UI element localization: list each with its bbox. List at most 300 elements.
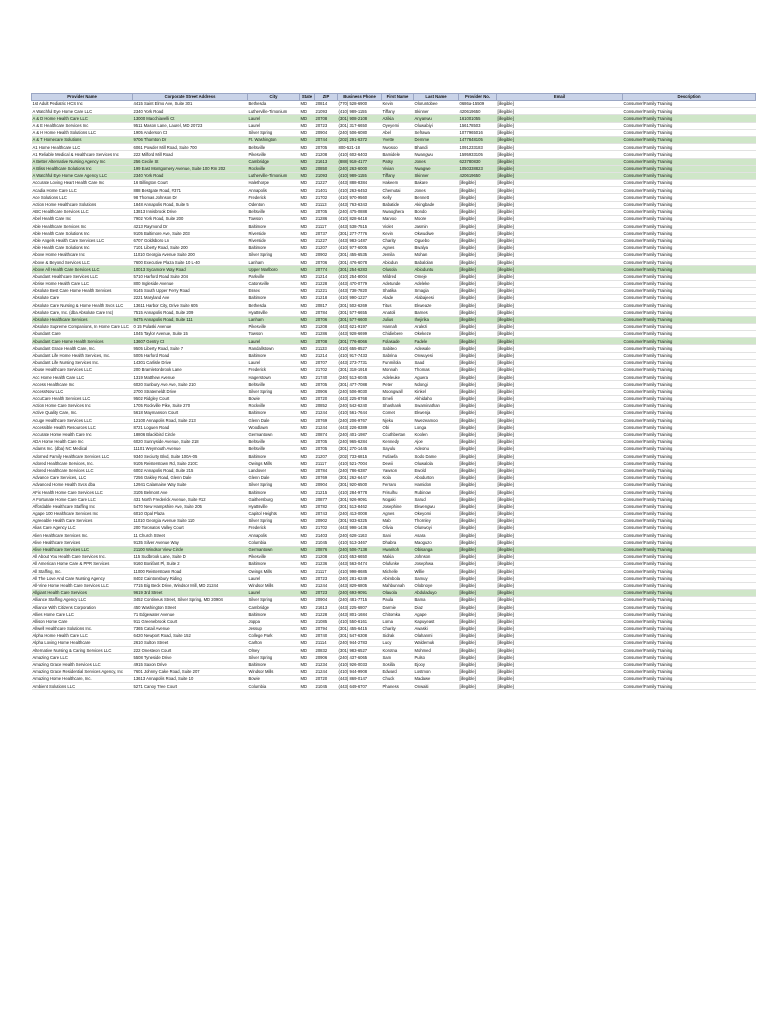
cell-provider-name: Ace Solutions LLC <box>32 194 133 201</box>
cell-description: Consumer/Family Training <box>623 604 756 611</box>
cell-phone: 800-521-18 <box>338 144 382 151</box>
cell-city: Baltimore <box>248 611 300 618</box>
cell-last-name: Okeyomi <box>414 510 459 517</box>
cell-state: MD <box>300 424 315 431</box>
cell-address: 5618 Maymanson Court <box>133 410 248 417</box>
cell-last-name: Josephwa <box>414 561 459 568</box>
cell-description: Consumer/Family Training <box>623 158 756 165</box>
cell-city: Frederick <box>248 525 300 532</box>
cell-provider-no: [illegible] <box>459 216 497 223</box>
cell-state: MD <box>300 683 315 690</box>
cell-last-name: Akhidaho <box>414 395 459 402</box>
cell-provider-name: Agape 100 Healthcare Services Inc <box>32 510 133 517</box>
cell-city: Frederick <box>248 194 300 201</box>
cell-state: MD <box>300 431 315 438</box>
cell-phone: (301) 776-8066 <box>338 338 382 345</box>
cell-address: 1905 Anderson Ct <box>133 129 248 136</box>
cell-email: [illegible] <box>497 582 623 589</box>
table-row <box>32 438 756 445</box>
cell-phone: (240) 506-9030 <box>338 388 382 395</box>
cell-first-name: Chitomka <box>382 611 414 618</box>
cell-zip: 21208 <box>315 553 338 560</box>
cell-address: 11010 Georgia Avenue Suite 200 <box>133 251 248 258</box>
table-row <box>32 395 756 402</box>
cell-first-name: Violet <box>382 223 414 230</box>
cell-phone: (410) 998-8685 <box>338 568 382 575</box>
cell-state: MD <box>300 446 315 453</box>
cell-provider-no: [illegible] <box>459 431 497 438</box>
cell-email: [illegible] <box>497 359 623 366</box>
cell-state: MD <box>300 474 315 481</box>
cell-phone: (301) 920-6500 <box>338 481 382 488</box>
cell-email: [illegible] <box>497 122 623 129</box>
cell-state: MD <box>300 582 315 589</box>
col-first-name: First Name <box>382 94 414 101</box>
cell-phone: (301) 577-6600 <box>338 316 382 323</box>
cell-state: MD <box>300 259 315 266</box>
cell-zip: 20723 <box>315 122 338 129</box>
cell-last-name: Adewale <box>414 345 459 352</box>
cell-provider-no: [illegible] <box>459 503 497 510</box>
cell-provider-no: [illegible] <box>459 295 497 302</box>
cell-description: Consumer/Family Training <box>623 180 756 187</box>
table-row <box>32 237 756 244</box>
cell-state: MD <box>300 230 315 237</box>
cell-provider-name: Acadia Home Care LLC <box>32 187 133 194</box>
cell-state: MD <box>300 208 315 215</box>
cell-email: [illegible] <box>497 410 623 417</box>
cell-provider-no: [illegible] <box>459 359 497 366</box>
cell-first-name: Bamidele <box>382 151 414 158</box>
cell-phone: (301) 547-6308 <box>338 632 382 639</box>
cell-email: [illegible] <box>497 237 623 244</box>
cell-first-name: Sidrak <box>382 632 414 639</box>
cell-last-name: Alabajeesi <box>414 295 459 302</box>
table-row <box>32 158 756 165</box>
cell-state: MD <box>300 496 315 503</box>
cell-provider-no: [illegible] <box>459 230 497 237</box>
cell-address: 6420 Newport Road, Suite 152 <box>133 632 248 639</box>
cell-last-name: Omeje <box>414 273 459 280</box>
cell-city: Odenton <box>248 201 300 208</box>
cell-description: Consumer/Family Training <box>623 661 756 668</box>
cell-phone: (443) 829-6805 <box>338 582 382 589</box>
cell-address: 115 Sudbrook Lane, Suite D <box>133 553 248 560</box>
cell-address: 13611 Harbor City, Drive Suite 605 <box>133 302 248 309</box>
cell-provider-name: A1 Reliable Medical & Healthcare Services Inc <box>32 151 133 158</box>
cell-address: 9160 Bonifant Pl, Suite 2 <box>133 561 248 568</box>
cell-last-name: Aralezi <box>414 323 459 330</box>
cell-address: 1045 Taylor Avenue, Suite 15 <box>133 331 248 338</box>
cell-city: Pikesville <box>248 323 300 330</box>
cell-address: 8402 Caintonsbury Riding <box>133 575 248 582</box>
cell-provider-no: [illegible] <box>459 661 497 668</box>
cell-address: 1319 Matthew Avenue <box>133 374 248 381</box>
cell-last-name: Skinner <box>414 172 459 179</box>
cell-city: Windsor Mills <box>248 582 300 589</box>
cell-zip: 20720 <box>315 395 338 402</box>
cell-city: Riverside <box>248 237 300 244</box>
cell-city: Laurel <box>248 122 300 129</box>
cell-last-name: Koolen <box>414 431 459 438</box>
cell-state: MD <box>300 539 315 546</box>
cell-phone: (770) 528-6900 <box>338 101 382 108</box>
table-row <box>32 467 756 474</box>
cell-address: 8721 Loguen Road <box>133 424 248 431</box>
cell-description: Consumer/Family Training <box>623 668 756 675</box>
cell-provider-name: Amazing Grace Residential Services Agency, Inc <box>32 668 133 675</box>
cell-description: Consumer/Family Training <box>623 546 756 553</box>
cell-state: MD <box>300 352 315 359</box>
cell-first-name: Njeku <box>382 417 414 424</box>
cell-first-name: Hwaritoh <box>382 546 414 553</box>
cell-provider-name: Abundant Healthcare Services LLC <box>32 273 133 280</box>
cell-provider-name: Abrise Home Health Care LLC <box>32 280 133 287</box>
table-row <box>32 259 756 266</box>
cell-state: MD <box>300 136 315 143</box>
cell-state: MD <box>300 438 315 445</box>
table-row <box>32 136 756 143</box>
cell-description: Consumer/Family Training <box>623 144 756 151</box>
cell-city: Hagerstown <box>248 374 300 381</box>
cell-address: 9619 3rd Street <box>133 589 248 596</box>
cell-provider-name: Amazing Care LLC <box>32 654 133 661</box>
cell-email: [illegible] <box>497 295 623 302</box>
cell-last-name: Bakare <box>414 180 459 187</box>
cell-first-name: Jemila <box>382 251 414 258</box>
cell-city: Woodlawn <box>248 424 300 431</box>
cell-first-name: Azikia <box>382 115 414 122</box>
cell-provider-no: [illegible] <box>459 338 497 345</box>
cell-description: Consumer/Family Training <box>623 640 756 647</box>
cell-zip: 21045 <box>315 683 338 690</box>
cell-phone: (240) 542-6240 <box>338 402 382 409</box>
cell-phone: (301) 476-6078 <box>338 259 382 266</box>
cell-provider-no: [illegible] <box>459 287 497 294</box>
cell-provider-no: [illegible] <box>459 467 497 474</box>
cell-email: [illegible] <box>497 323 623 330</box>
table-row <box>32 295 756 302</box>
cell-city: Bethesda <box>248 101 300 108</box>
cell-first-name: Mab <box>382 517 414 524</box>
cell-first-name: Agnes <box>382 244 414 251</box>
table-row <box>32 223 756 230</box>
cell-provider-name: Alive Healthcare Services <box>32 539 133 546</box>
cell-email: [illegible] <box>497 604 623 611</box>
cell-last-name: Madawe <box>414 676 459 683</box>
table-row <box>32 352 756 359</box>
cell-last-name: Demme <box>414 136 459 143</box>
cell-first-name: Lucy <box>382 640 414 647</box>
cell-phone: (240) 475-0888 <box>338 208 382 215</box>
cell-provider-name: Accurate Home Health Care Inc <box>32 431 133 438</box>
cell-state: MD <box>300 129 315 136</box>
cell-address: 71 Edgewater Avenue <box>133 611 248 618</box>
cell-description: Consumer/Family Training <box>623 517 756 524</box>
table-row <box>32 216 756 223</box>
cell-provider-name: Allgiant Health Care Services <box>32 589 133 596</box>
col-last-name: Last Name <box>414 94 459 101</box>
table-row <box>32 287 756 294</box>
cell-description: Consumer/Family Training <box>623 568 756 575</box>
cell-first-name: Michelle <box>382 568 414 575</box>
cell-provider-no: 156178503 <box>459 122 497 129</box>
cell-last-name: Bama <box>414 596 459 603</box>
cell-address: 222 Milford Mill Road <box>133 151 248 158</box>
cell-phone: (240) 506-6080 <box>338 129 382 136</box>
cell-description: Consumer/Family Training <box>623 374 756 381</box>
cell-provider-no: [illegible] <box>459 309 497 316</box>
cell-first-name: Korotna <box>382 647 414 654</box>
cell-address: 21100 Windsor View Circle <box>133 546 248 553</box>
cell-description: Consumer/Family Training <box>623 402 756 409</box>
cell-description: Consumer/Family Training <box>623 359 756 366</box>
cell-phone: (301) 262-6447 <box>338 474 382 481</box>
cell-description: Consumer/Family Training <box>623 410 756 417</box>
cell-zip: 20906 <box>315 654 338 661</box>
cell-zip: 21208 <box>315 323 338 330</box>
cell-first-name: Vivian <box>382 165 414 172</box>
cell-phone: (240) 413-0008 <box>338 510 382 517</box>
cell-last-name: Bhandi <box>414 144 459 151</box>
cell-email: [illegible] <box>497 108 623 115</box>
table-row <box>32 539 756 546</box>
cell-city: Silver Spring <box>248 517 300 524</box>
cell-provider-name: All Staffing, Inc. <box>32 568 133 575</box>
cell-email: [illegible] <box>497 640 623 647</box>
cell-last-name: Ekweaze <box>414 302 459 309</box>
cell-description: Consumer/Family Training <box>623 489 756 496</box>
cell-state: MD <box>300 180 315 187</box>
cell-city: Essex <box>248 287 300 294</box>
cell-description: Consumer/Family Training <box>623 115 756 122</box>
cell-phone: (410) 254-8004 <box>338 273 382 280</box>
cell-first-name: Sani <box>382 532 414 539</box>
cell-email: [illegible] <box>497 244 623 251</box>
cell-email: [illegible] <box>497 668 623 675</box>
table-row <box>32 589 756 596</box>
cell-last-name: Bennett <box>414 194 459 201</box>
cell-last-name: Waldemuk <box>414 640 459 647</box>
cell-provider-name: Allies Home Care LLC <box>32 611 133 618</box>
cell-city: Glenn Dale <box>248 417 300 424</box>
cell-phone: (410) 602-6403 <box>338 151 382 158</box>
cell-phone: (410) 653-6650 <box>338 553 382 560</box>
table-row <box>32 596 756 603</box>
table-row <box>32 553 756 560</box>
cell-city: Upper Marlboro <box>248 266 300 273</box>
cell-provider-name: Access Healthcare Inc <box>32 381 133 388</box>
table-row <box>32 676 756 683</box>
cell-provider-no: [illegible] <box>459 187 497 194</box>
cell-address: 9135 Silver Avenue Way <box>133 539 248 546</box>
cell-city: Baltimore <box>248 223 300 230</box>
cell-city: Annapolis <box>248 187 300 194</box>
cell-description: Consumer/Family Training <box>623 122 756 129</box>
cell-last-name: Bwalya <box>414 244 459 251</box>
cell-description: Consumer/Family Training <box>623 424 756 431</box>
cell-email: [illegible] <box>497 553 623 560</box>
cell-address: 4213 Raymond Dr <box>133 223 248 230</box>
cell-email: [illegible] <box>497 374 623 381</box>
cell-provider-name: Adorned Family Healthcare Services LLC <box>32 453 133 460</box>
cell-provider-no: [illegible] <box>459 553 497 560</box>
cell-city: Lutherville-Timonium <box>248 172 300 179</box>
cell-provider-no: [illegible] <box>459 194 497 201</box>
cell-first-name: Ferraro <box>382 481 414 488</box>
cell-provider-no: [illegible] <box>459 388 497 395</box>
cell-address: 450 Washington Street <box>133 604 248 611</box>
cell-last-name: Adeonu <box>414 446 459 453</box>
cell-address: 200 Bramletonbrook Lane <box>133 366 248 373</box>
cell-last-name: Olunwoyi <box>414 525 459 532</box>
cell-zip: 21093 <box>315 108 338 115</box>
cell-provider-no: [illegible] <box>459 647 497 654</box>
cell-city: Beltsville <box>248 208 300 215</box>
cell-state: MD <box>300 654 315 661</box>
cell-last-name: Mohmed <box>414 647 459 654</box>
cell-email: [illegible] <box>497 381 623 388</box>
cell-address: 14301 Carlisle Drive <box>133 359 248 366</box>
cell-description: Consumer/Family Training <box>623 129 756 136</box>
cell-first-name: Sayulu <box>382 446 414 453</box>
cell-state: MD <box>300 251 315 258</box>
cell-provider-no: [illegible] <box>459 352 497 359</box>
cell-description: Consumer/Family Training <box>623 632 756 639</box>
cell-state: MD <box>300 374 315 381</box>
cell-last-name: Johnson <box>414 553 459 560</box>
cell-email: [illegible] <box>497 309 623 316</box>
cell-provider-name: Amazing Home Healthcare, Inc. <box>32 676 133 683</box>
table-row <box>32 568 756 575</box>
cell-address: 9511 Mason Lane, Laurel, MD 20723 <box>133 122 248 129</box>
cell-city: Rockville <box>248 165 300 172</box>
cell-address: 2340 York Road <box>133 108 248 115</box>
table-row <box>32 309 756 316</box>
cell-description: Consumer/Family Training <box>623 453 756 460</box>
cell-city: Owings Mills <box>248 568 300 575</box>
cell-description: Consumer/Family Training <box>623 683 756 690</box>
cell-zip: 21114 <box>315 640 338 647</box>
cell-last-name: Sodo Dame <box>414 453 459 460</box>
cell-phone: (443) 738-7820 <box>338 287 382 294</box>
cell-city: Windsor Mills <box>248 668 300 675</box>
cell-description: Consumer/Family Training <box>623 223 756 230</box>
cell-phone: (240) 786-6387 <box>338 467 382 474</box>
table-row <box>32 460 756 467</box>
cell-description: Consumer/Family Training <box>623 345 756 352</box>
cell-first-name: Charity <box>382 237 414 244</box>
cell-last-name: Barnes <box>414 309 459 316</box>
cell-phone: (240) 628-1163 <box>338 532 382 539</box>
cell-description: Consumer/Family Training <box>623 654 756 661</box>
table-row <box>32 402 756 409</box>
table-row <box>32 525 756 532</box>
cell-address: 6707 Goldsboro Ln <box>133 237 248 244</box>
cell-city: College Park <box>248 632 300 639</box>
cell-zip: 20784 <box>315 467 338 474</box>
cell-phone: (301) 502-6269 <box>338 302 382 309</box>
table-row <box>32 647 756 654</box>
cell-provider-name: Agreeable Health Care Services <box>32 517 133 524</box>
cell-city: Hyattsville <box>248 503 300 510</box>
table-row <box>32 122 756 129</box>
table-row <box>32 180 756 187</box>
cell-city: Baltimore <box>248 661 300 668</box>
cell-phone: (443) 563-0474 <box>338 561 382 568</box>
cell-email: [illegible] <box>497 395 623 402</box>
cell-provider-name: Ambient Solutions LLC <box>32 683 133 690</box>
cell-email: [illegible] <box>497 230 623 237</box>
cell-provider-no: [illegible] <box>459 582 497 589</box>
cell-address: 10013 Sycamore Way Road <box>133 266 248 273</box>
cell-provider-no: [illegible] <box>459 316 497 323</box>
cell-zip: 20906 <box>315 388 338 395</box>
cell-first-name: Mahbunnah <box>382 582 414 589</box>
cell-address: 6020 Sunnyside Avenue, Suite 218 <box>133 438 248 445</box>
cell-description: Consumer/Family Training <box>623 575 756 582</box>
cell-state: MD <box>300 676 315 683</box>
cell-description: Consumer/Family Training <box>623 187 756 194</box>
table-row <box>32 151 756 158</box>
cell-description: Consumer/Family Training <box>623 194 756 201</box>
cell-provider-name: Alpha Home Health Care LLC <box>32 632 133 639</box>
cell-email: [illegible] <box>497 402 623 409</box>
cell-provider-name: A1 Home Healthcare LLC <box>32 144 133 151</box>
cell-provider-name: Absolute Care Nursing & Home Health Svcs LLC <box>32 302 133 309</box>
cell-address: 911 Greenebrook Court <box>133 618 248 625</box>
col-email: Email <box>497 94 623 101</box>
table-row <box>32 338 756 345</box>
col-description: Description <box>623 94 756 101</box>
cell-phone: (240) 481-7715 <box>338 596 382 603</box>
cell-email: [illegible] <box>497 151 623 158</box>
cell-address: 1848 Annapolis Road, Suite 5 <box>133 201 248 208</box>
cell-provider-no: [illegible] <box>459 489 497 496</box>
table-row <box>32 115 756 122</box>
cell-first-name: Kola <box>382 474 414 481</box>
cell-city: Hyattsville <box>248 309 300 316</box>
cell-email: [illegible] <box>497 223 623 230</box>
table-row <box>32 661 756 668</box>
cell-city: Ft. Washington <box>248 136 300 143</box>
cell-email: [illegible] <box>497 287 623 294</box>
cell-last-name: Olobnoye <box>414 582 459 589</box>
cell-state: MD <box>300 381 315 388</box>
table-row <box>32 431 756 438</box>
cell-description: Consumer/Family Training <box>623 596 756 603</box>
cell-zip: 20832 <box>315 647 338 654</box>
cell-phone: (443) 538-7515 <box>338 223 382 230</box>
cell-provider-no: 1050338823 <box>459 165 497 172</box>
cell-zip: 20743 <box>315 510 338 517</box>
cell-last-name: Agape <box>414 611 459 618</box>
cell-first-name: Chidiebere <box>382 331 414 338</box>
cell-provider-name: Able Healthcare Services Inc <box>32 223 133 230</box>
cell-phone: (443) 273-7731 <box>338 359 382 366</box>
cell-email: [illegible] <box>497 517 623 524</box>
cell-address: 5710 Harford Road Suite 204 <box>133 273 248 280</box>
provider-table <box>31 93 756 690</box>
cell-email: [illegible] <box>497 280 623 287</box>
cell-provider-no: [illegible] <box>459 611 497 618</box>
cell-description: Consumer/Family Training <box>623 388 756 395</box>
cell-email: [illegible] <box>497 632 623 639</box>
cell-zip: 21613 <box>315 158 338 165</box>
cell-description: Consumer/Family Training <box>623 503 756 510</box>
cell-zip: 20904 <box>315 596 338 603</box>
cell-phone: (301) 277-7776 <box>338 230 382 237</box>
